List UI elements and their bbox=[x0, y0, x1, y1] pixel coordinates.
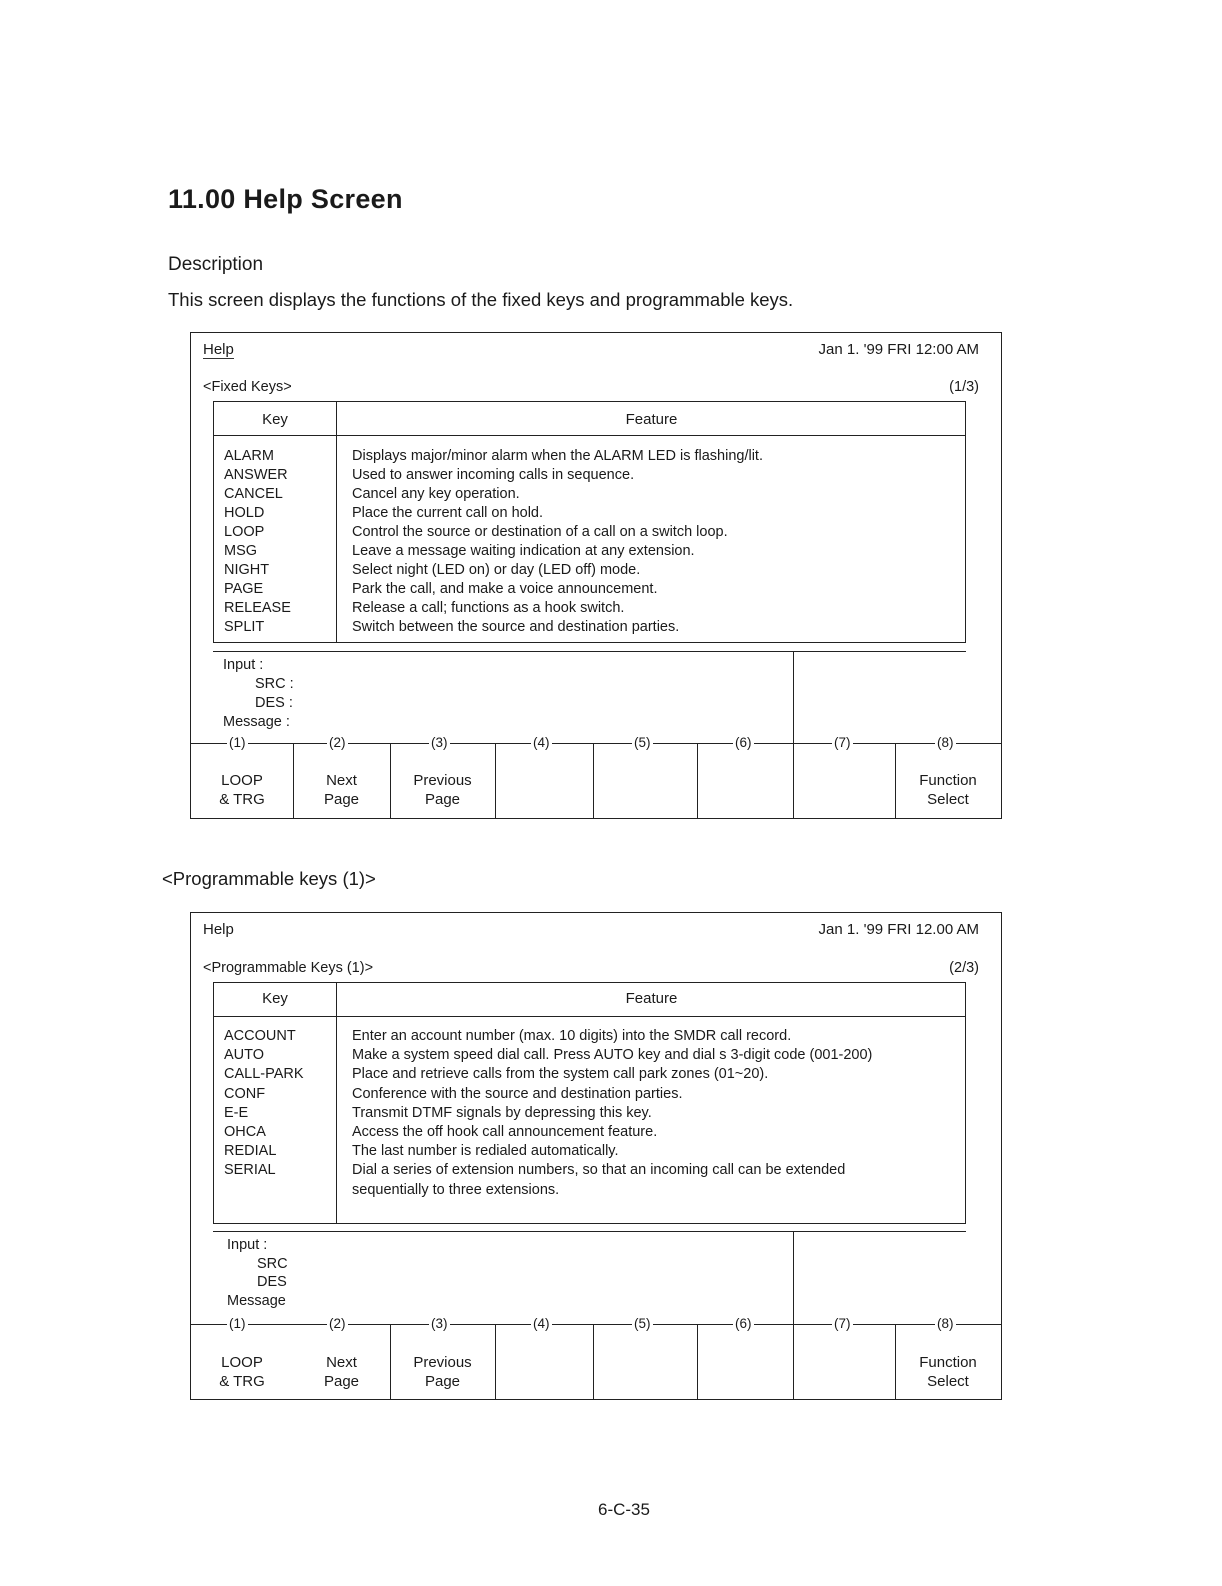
feature-text: Select night (LED on) or day (LED off) mode. bbox=[352, 562, 641, 578]
key-name: MSG bbox=[224, 543, 258, 559]
fkey-label: & TRG bbox=[219, 791, 265, 808]
fkey-number: (8) bbox=[937, 1316, 954, 1331]
feature-text: Release a call; functions as a hook switch. bbox=[352, 600, 625, 616]
key-name: PAGE bbox=[224, 581, 264, 597]
fkey-number: (5) bbox=[634, 1316, 651, 1331]
fkey-next-page[interactable] bbox=[293, 771, 390, 809]
key-table bbox=[213, 401, 966, 643]
input-label: Input : bbox=[227, 1237, 268, 1253]
fkey-label: Select bbox=[927, 791, 969, 808]
key-name: ALARM bbox=[224, 448, 274, 464]
feature-list bbox=[352, 1027, 872, 1200]
key-list bbox=[224, 447, 291, 637]
fkey-label: Page bbox=[323, 1373, 360, 1390]
fkey-label: Select bbox=[927, 1373, 969, 1390]
fkey-divider bbox=[593, 743, 594, 818]
fkey-label: Next bbox=[326, 1354, 357, 1371]
fkey-label: Previous bbox=[413, 1354, 472, 1371]
screen-title: Help bbox=[203, 341, 234, 358]
key-table-divider bbox=[336, 402, 337, 642]
key-name: E-E bbox=[224, 1104, 249, 1121]
feature-text: Displays major/minor alarm when the ALARM LED is flashing/lit. bbox=[352, 448, 763, 464]
key-name: CALL-PARK bbox=[224, 1066, 304, 1083]
feature-text: Place and retrieve calls from the system call park zones (01~20). bbox=[352, 1066, 769, 1083]
fkey-number: (3) bbox=[431, 1316, 448, 1331]
fkey-next-page[interactable] bbox=[293, 1353, 390, 1391]
fkey-number: (6) bbox=[735, 1316, 752, 1331]
fkey-previous-page[interactable] bbox=[390, 771, 495, 809]
fkey-label: Page bbox=[323, 791, 360, 808]
fkey-previous-page[interactable] bbox=[390, 1353, 495, 1391]
key-table bbox=[213, 982, 966, 1224]
fkey-label: Function bbox=[919, 772, 977, 789]
key-name: SERIAL bbox=[224, 1162, 276, 1179]
fkey-divider bbox=[697, 1324, 698, 1399]
fkey-number: (6) bbox=[735, 735, 752, 750]
feature-text: Dial a series of extension numbers, so that an incoming call can be extended bbox=[352, 1162, 846, 1179]
feature-text: Conference with the source and destination parties. bbox=[352, 1085, 683, 1102]
feature-text: Make a system speed dial call. Press AUTO key and dial s 3-digit code (001-200) bbox=[352, 1047, 873, 1064]
fkey-divider bbox=[495, 1324, 496, 1399]
fkey-divider bbox=[793, 1324, 794, 1399]
description-heading: Description bbox=[168, 254, 264, 275]
fkey-label: & TRG bbox=[219, 1373, 265, 1390]
feature-text: sequentially to three extensions. bbox=[352, 1181, 560, 1198]
key-name: ACCOUNT bbox=[224, 1028, 296, 1044]
key-name: OHCA bbox=[224, 1124, 266, 1141]
screen-subtitle: <Programmable Keys (1)> bbox=[203, 960, 374, 976]
fkey-divider bbox=[697, 743, 698, 818]
key-name: RELEASE bbox=[224, 600, 291, 616]
fkey-number: (1) bbox=[229, 1316, 246, 1331]
column-header-key: Key bbox=[262, 411, 288, 428]
fkey-function-select[interactable] bbox=[895, 771, 1001, 809]
key-name: AUTO bbox=[224, 1047, 265, 1064]
help-screen-programmable-keys bbox=[190, 912, 1002, 1400]
column-header-feature: Feature bbox=[625, 990, 678, 1007]
fkey-label: Previous bbox=[413, 772, 472, 789]
description-text: This screen displays the functions of the fixed keys and programmable keys. bbox=[168, 289, 794, 310]
feature-list bbox=[352, 447, 763, 637]
feature-text: Switch between the source and destination parties. bbox=[352, 619, 680, 635]
fkey-divider bbox=[495, 743, 496, 818]
message-label: Message bbox=[227, 1293, 286, 1309]
fkey-loop-trg[interactable] bbox=[191, 771, 293, 809]
help-screen-fixed-keys bbox=[190, 332, 1002, 819]
screen-title: Help bbox=[203, 921, 234, 938]
column-header-key: Key bbox=[262, 990, 288, 1007]
fkey-number: (2) bbox=[329, 1316, 346, 1331]
fkey-number: (7) bbox=[834, 1316, 851, 1331]
screen-datetime: Jan 1. '99 FRI 12.00 AM bbox=[818, 921, 979, 938]
feature-text: Control the source or destination of a call on a switch loop. bbox=[352, 524, 728, 540]
screen-subtitle: <Fixed Keys> bbox=[203, 379, 292, 395]
feature-text: Cancel any key operation. bbox=[352, 486, 520, 502]
key-name: CANCEL bbox=[224, 486, 283, 502]
fkey-function-select[interactable] bbox=[895, 1353, 1001, 1391]
message-label: Message : bbox=[223, 714, 290, 730]
column-header-feature: Feature bbox=[625, 411, 678, 428]
input-label: Input : bbox=[223, 657, 264, 673]
key-name: REDIAL bbox=[224, 1143, 277, 1160]
fkey-number: (7) bbox=[834, 735, 851, 750]
key-name: HOLD bbox=[224, 505, 265, 521]
src-label: SRC : bbox=[255, 676, 294, 692]
fkey-number: (4) bbox=[533, 1316, 550, 1331]
key-name: LOOP bbox=[224, 524, 265, 540]
fkey-divider bbox=[793, 743, 794, 818]
fkey-label: LOOP bbox=[221, 1354, 263, 1371]
input-area-divider bbox=[793, 651, 794, 743]
feature-text: Transmit DTMF signals by depressing this key. bbox=[352, 1104, 652, 1121]
page-number: 6-C-35 bbox=[598, 1500, 650, 1519]
key-name: ANSWER bbox=[224, 467, 288, 483]
feature-text: Leave a message waiting indication at any extension. bbox=[352, 543, 695, 559]
fkey-label: Next bbox=[326, 772, 357, 789]
section-title: 11.00 Help Screen bbox=[168, 184, 403, 214]
feature-text: Park the call, and make a voice announcement. bbox=[352, 581, 658, 597]
screen-page-indicator: (2/3) bbox=[949, 960, 979, 976]
key-name: NIGHT bbox=[224, 562, 270, 578]
key-name: SPLIT bbox=[224, 619, 265, 635]
screen-datetime: Jan 1. '99 FRI 12:00 AM bbox=[818, 341, 979, 358]
fkey-number: (4) bbox=[533, 735, 550, 750]
fkey-label: LOOP bbox=[221, 772, 263, 789]
function-key-rule bbox=[191, 1324, 1001, 1325]
programmable-keys-caption: <Programmable keys (1)> bbox=[162, 868, 376, 889]
des-label: DES : bbox=[255, 695, 293, 711]
fkey-number: (3) bbox=[431, 735, 448, 750]
key-name: CONF bbox=[224, 1085, 266, 1102]
fkey-loop-trg[interactable] bbox=[191, 1353, 293, 1391]
fkey-number: (2) bbox=[329, 735, 346, 750]
feature-text: Place the current call on hold. bbox=[352, 505, 544, 521]
input-area-top-rule bbox=[213, 651, 966, 652]
fkey-number: (1) bbox=[229, 735, 246, 750]
fkey-number: (8) bbox=[937, 735, 954, 750]
function-key-rule bbox=[191, 743, 1001, 744]
feature-text: Access the off hook call announcement feature. bbox=[352, 1124, 658, 1141]
fkey-label: Page bbox=[424, 791, 461, 808]
key-list bbox=[224, 1027, 304, 1181]
src-label: SRC bbox=[257, 1256, 288, 1272]
key-table-divider bbox=[336, 983, 337, 1223]
input-area-top-rule bbox=[213, 1231, 966, 1232]
feature-text: The last number is redialed automatically. bbox=[352, 1143, 619, 1160]
des-label: DES bbox=[257, 1274, 287, 1290]
screen-page-indicator: (1/3) bbox=[949, 379, 979, 395]
fkey-label: Function bbox=[919, 1354, 977, 1371]
feature-text: Used to answer incoming calls in sequence. bbox=[352, 467, 635, 483]
feature-text: Enter an account number (max. 10 digits) into the SMDR call record. bbox=[352, 1028, 792, 1044]
fkey-number: (5) bbox=[634, 735, 651, 750]
fkey-divider bbox=[593, 1324, 594, 1399]
fkey-label: Page bbox=[424, 1373, 461, 1390]
input-area-divider bbox=[793, 1231, 794, 1324]
